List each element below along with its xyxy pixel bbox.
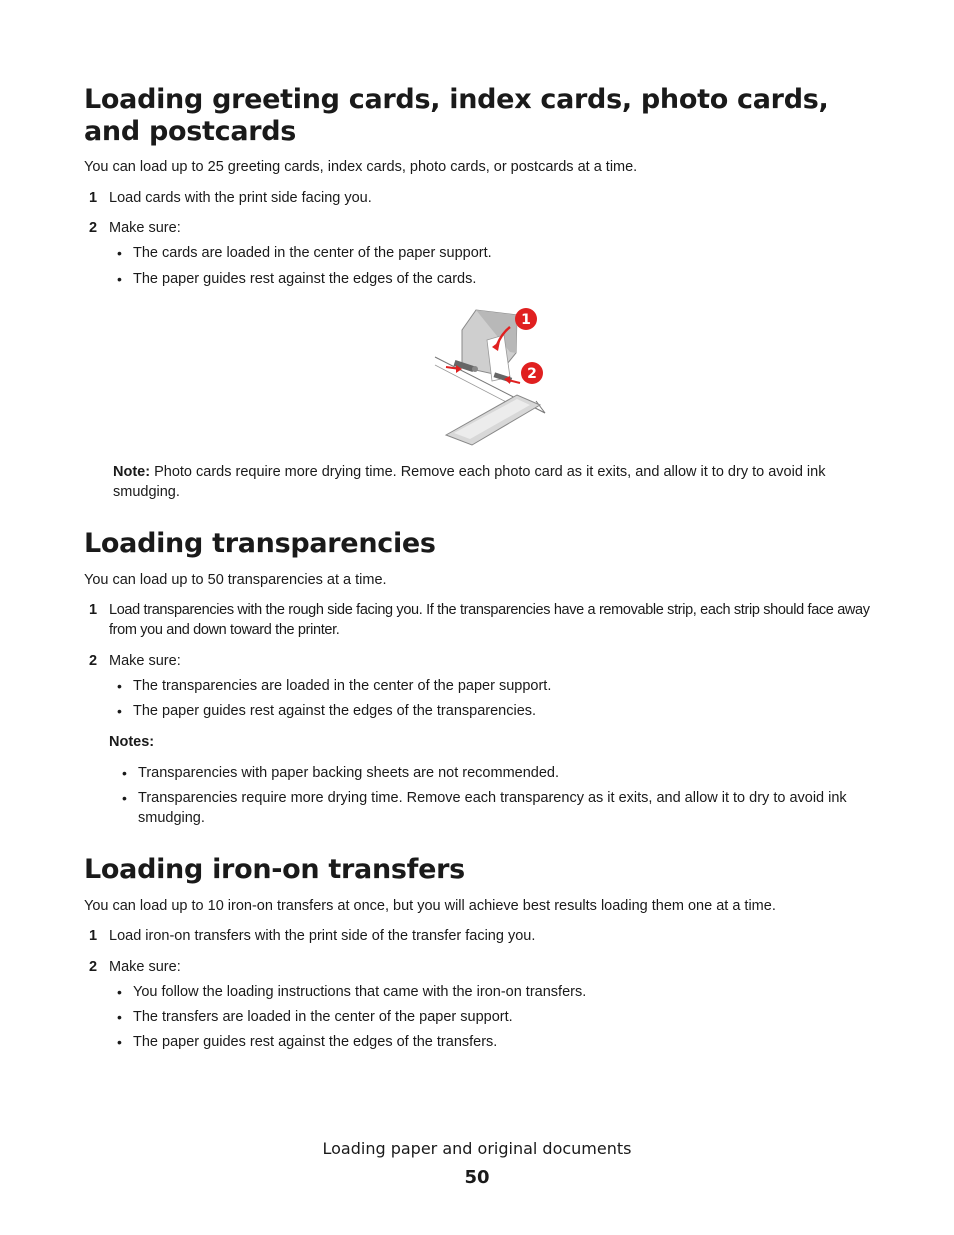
step-text: Load cards with the print side facing you. (109, 190, 372, 206)
bullet-text: The transparencies are loaded in the center of the paper support. (133, 678, 552, 694)
page-number: 50 (464, 1167, 490, 1188)
bullet-text: The paper guides rest against the edges of the cards. (133, 271, 477, 287)
section-heading-transparencies: Loading transparencies (84, 528, 436, 559)
step-number: 2 (89, 653, 98, 669)
step-text: Make sure: (109, 653, 181, 669)
step-text: Make sure: (109, 220, 181, 236)
bullet-icon: • (117, 678, 122, 694)
bullet-icon: • (122, 790, 127, 806)
note-label: Note: (113, 464, 151, 480)
step-number: 1 (89, 190, 98, 206)
bullet-icon: • (117, 271, 122, 287)
bullet-icon: • (117, 984, 122, 1000)
bullet-text: The paper guides rest against the edges of the transfers. (133, 1034, 498, 1050)
step-number: 1 (89, 602, 98, 618)
bullet-text: The paper guides rest against the edges of the transparencies. (133, 703, 537, 719)
intro-text: You can load up to 50 transparencies at a time. (84, 572, 387, 588)
footer-title: Loading paper and original documents (322, 1139, 632, 1158)
paper-support-illustration (432, 305, 548, 447)
step-text: Make sure: (109, 959, 181, 975)
bullet-icon: • (122, 765, 127, 781)
bullet-text: You follow the loading instructions that came with the iron-on transfers. (133, 984, 587, 1000)
intro-text: You can load up to 25 greeting cards, index cards, photo cards, or postcards at a time. (84, 159, 638, 175)
notes-label: Notes: (109, 734, 155, 750)
bullet-icon: • (117, 1034, 122, 1050)
step-number: 2 (89, 959, 98, 975)
bullet-text: The transfers are loaded in the center of the paper support. (133, 1009, 513, 1025)
section-heading-iron-on: Loading iron-on transfers (84, 854, 465, 885)
note-item: Transparencies require more drying time. Remove each transparency as it exits, and allow it to dry to avoid ink smudging. (138, 790, 847, 826)
note-text: Photo cards require more drying time. Remove each photo card as it exits, and allow it to dry to avoid ink smudging. (113, 464, 826, 500)
step-text: Load iron-on transfers with the print side of the transfer facing you. (109, 928, 536, 944)
callout-2: 2 (527, 366, 537, 382)
section-heading-greeting-cards: Loading greeting cards, index cards, photo cards, and postcards (84, 84, 829, 147)
callout-1: 1 (521, 312, 531, 328)
step-number: 2 (89, 220, 98, 236)
bullet-icon: • (117, 245, 122, 261)
bullet-icon: • (117, 703, 122, 719)
note-paragraph (113, 462, 878, 502)
bullet-icon: • (117, 1009, 122, 1025)
intro-text: You can load up to 10 iron-on transfers at once, but you will achieve best results loading them one at a time. (84, 898, 776, 914)
step-text: Load transparencies with the rough side facing you. If the transparencies have a removable strip, each strip should face away from you and down toward the printer. (109, 602, 870, 638)
note-item: Transparencies with paper backing sheets are not recommended. (138, 765, 559, 781)
step-number: 1 (89, 928, 98, 944)
bullet-text: The cards are loaded in the center of the paper support. (133, 245, 492, 261)
